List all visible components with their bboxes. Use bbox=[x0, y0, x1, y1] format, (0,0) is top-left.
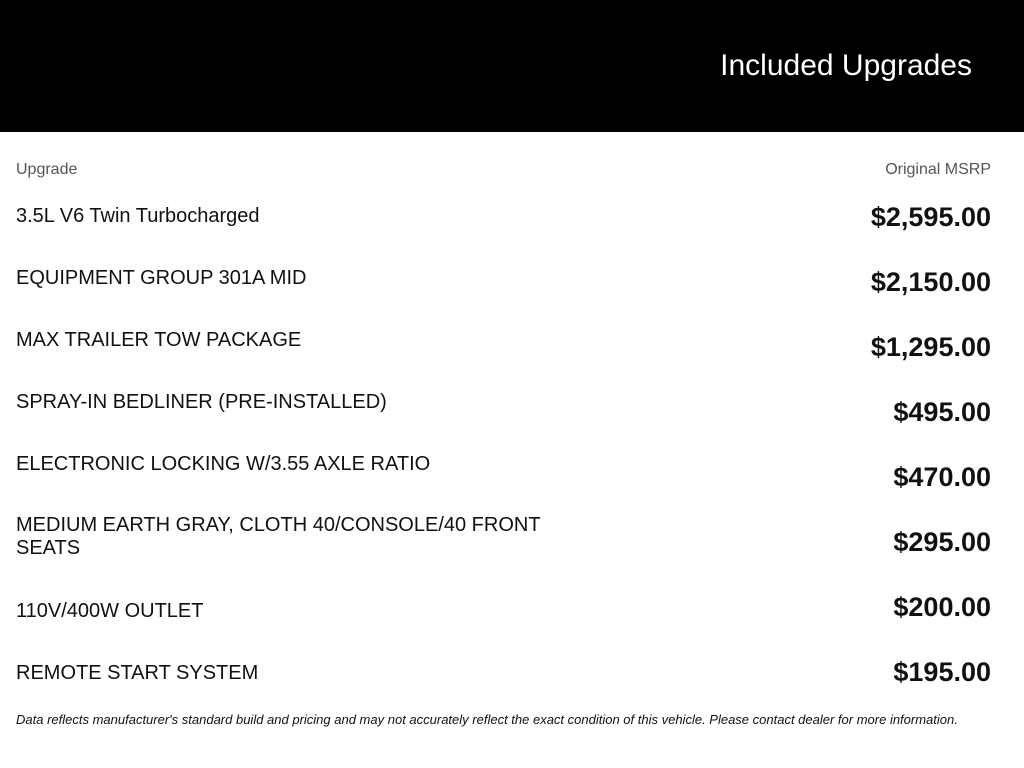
upgrade-name: EQUIPMENT GROUP 301A MID bbox=[16, 267, 307, 289]
disclaimer-text: Data reflects manufacturer's standard build and pricing and may not accurately reflect the exact condition of this vehicle. Please contact dealer for more information. bbox=[16, 712, 958, 727]
upgrade-name: REMOTE START SYSTEM bbox=[16, 662, 259, 684]
upgrade-name: 110V/400W OUTLET bbox=[16, 600, 204, 622]
upgrade-price: $295.00 bbox=[893, 527, 991, 557]
upgrade-name: 3.5L V6 Twin Turbocharged bbox=[16, 205, 260, 227]
upgrade-name: SPRAY-IN BEDLINER (PRE-INSTALLED) bbox=[16, 391, 387, 413]
upgrade-price: $470.00 bbox=[893, 462, 991, 492]
upgrade-price: $1,295.00 bbox=[870, 332, 991, 362]
upgrade-price: $195.00 bbox=[893, 657, 991, 687]
msrp-column-header: Original MSRP bbox=[885, 161, 991, 178]
upgrade-name: MEDIUM EARTH GRAY, CLOTH 40/CONSOLE/40 FRONT SEATS bbox=[16, 514, 541, 559]
upgrade-price: $200.00 bbox=[893, 592, 991, 622]
upgrade-price: $2,150.00 bbox=[870, 267, 991, 297]
upgrade-column-header: Upgrade bbox=[16, 161, 78, 178]
page-header bbox=[0, 0, 1024, 132]
upgrade-name: MAX TRAILER TOW PACKAGE bbox=[16, 329, 302, 351]
upgrade-name: ELECTRONIC LOCKING W/3.55 AXLE RATIO bbox=[16, 453, 431, 475]
page-title: Included Upgrades bbox=[720, 49, 972, 82]
upgrade-price: $495.00 bbox=[893, 397, 991, 427]
upgrade-price: $2,595.00 bbox=[870, 202, 991, 232]
